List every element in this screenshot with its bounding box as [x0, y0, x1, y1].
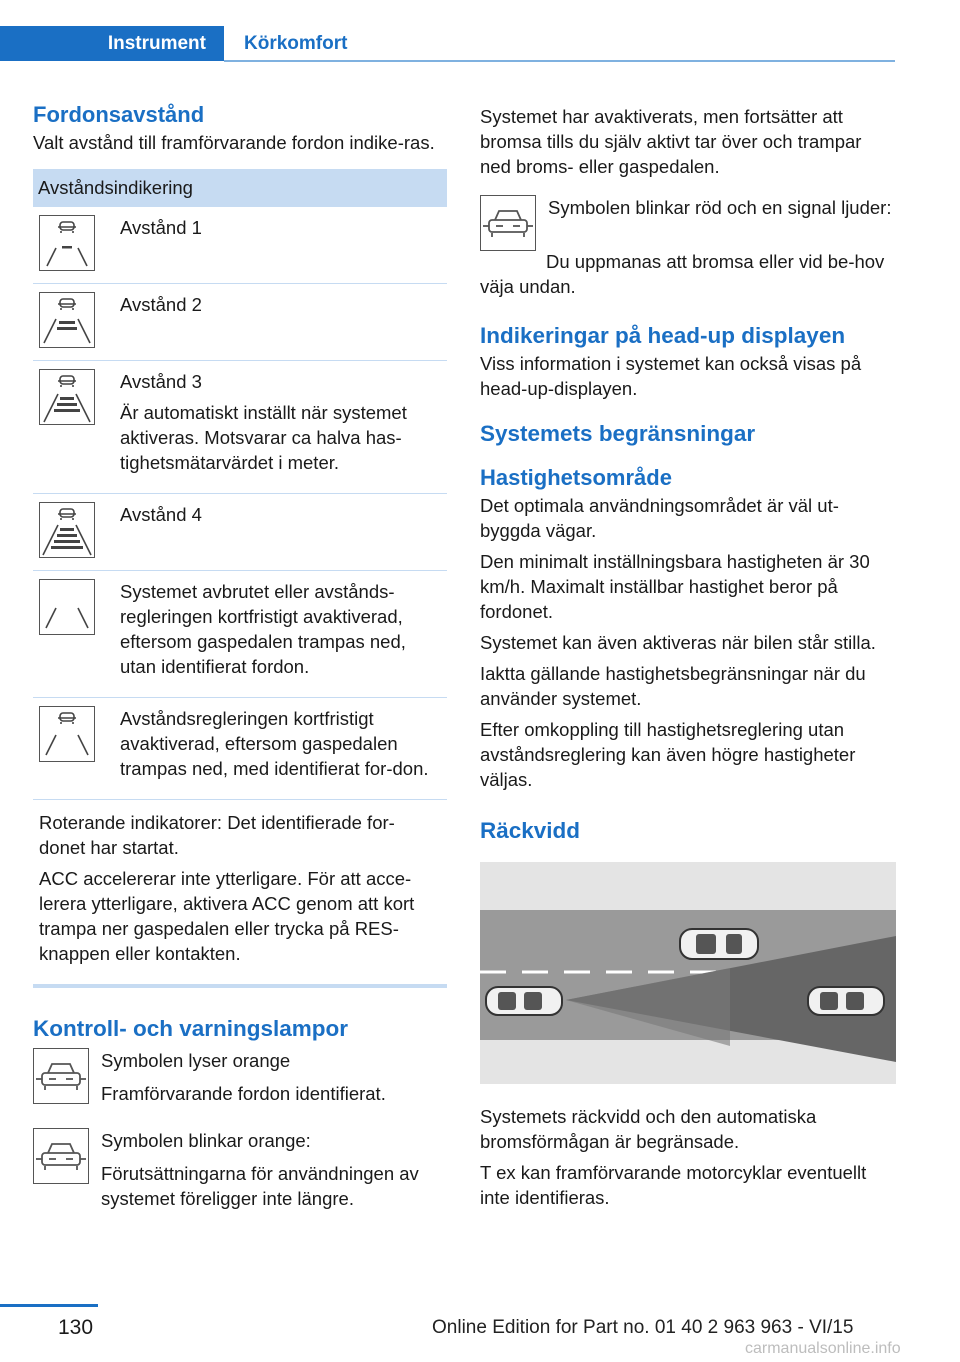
paragraph: T ex kan framförvarande motorcyklar eventuellt inte identifieras. — [480, 1162, 867, 1208]
distance-1-icon — [39, 215, 95, 271]
section-title-fordonsavstand: Fordonsavstånd — [33, 102, 205, 127]
page-number: 130 — [58, 1316, 94, 1339]
row-text: Avstånd 3 — [120, 371, 202, 392]
distance-table — [33, 169, 447, 988]
distance-4-icon — [39, 502, 95, 558]
table-row — [33, 207, 447, 284]
road-diagram — [480, 862, 896, 1084]
table-row — [33, 361, 447, 494]
lamp-text: Framförvarande fordon identifierat. — [101, 1083, 386, 1104]
car-icon — [486, 987, 562, 1015]
right-column — [480, 104, 896, 1216]
paragraph: Den minimalt inställningsbara hastigheten är 30 km/h. Maximalt inställbar hastighet beror på fordonet. — [480, 551, 870, 622]
heading-head-up: Indikeringar på head-up displayen — [480, 323, 846, 348]
note-text: Roterande indikatorer: Det identifierade for-donet har startat. — [39, 812, 395, 858]
car-warning-icon — [480, 195, 536, 251]
section-intro: Valt avstånd till framförvarande fordon indike-ras. — [33, 132, 435, 153]
paragraph: Iaktta gällande hastighetsbegränsningar när du använder systemet. — [480, 663, 866, 709]
car-icon — [680, 929, 758, 959]
watermark: carmanualsonline.info — [745, 1340, 901, 1357]
paragraph: Systemet har avaktiverats, men fortsätter att bromsa tills du själv aktivt tar över och trampar ned broms- eller gaspedalen. — [480, 106, 862, 177]
table-row — [33, 284, 447, 361]
lamp-text: Du uppmanas att bromsa eller vid be-hov väja undan. — [480, 251, 885, 297]
lamp-text: Symbolen blinkar orange: — [101, 1130, 311, 1151]
car-warning-icon — [33, 1128, 89, 1184]
heading-rackvidd: Räckvidd — [480, 818, 581, 843]
lamp-text: Förutsättningarna för användningen av systemet föreligger inte längre. — [101, 1163, 419, 1209]
row-text: Avstånd 1 — [120, 217, 202, 238]
table-row — [33, 698, 447, 800]
heading-begransningar: Systemets begränsningar — [480, 421, 756, 446]
section-title-kontroll: Kontroll- och varningslampor — [33, 1016, 349, 1041]
tab-instrument[interactable]: Instrument — [0, 26, 224, 61]
lamp-row — [33, 1048, 447, 1112]
table-row — [33, 571, 447, 698]
row-text: Avstånd 4 — [120, 504, 202, 525]
car-warning-icon — [33, 1048, 89, 1104]
distance-suspended-icon — [39, 706, 95, 762]
row-text: Avstånd 2 — [120, 294, 202, 315]
row-text: Systemet avbrutet eller avstånds-regleringen kortfristigt avaktiverad, eftersom gaspedalen trampas ned, utan identifierat fordon. — [120, 581, 406, 677]
distance-2-icon — [39, 292, 95, 348]
row-text: Avståndsregleringen kortfristigt avaktiverad, eftersom gaspedalen trampas ned, med identifierat for-don. — [120, 708, 429, 779]
note-text: ACC accelererar inte ytterligare. För att acce-lerera ytterligare, aktivera ACC genom att kort trampa ner gaspedalen eller trycka på RES-knappen eller kontakten. — [39, 868, 415, 964]
lamp-text: Symbolen lyser orange — [101, 1050, 291, 1071]
tab-underline — [224, 60, 895, 62]
table-row — [33, 494, 447, 571]
distance-off-icon — [39, 579, 95, 635]
table-note — [33, 800, 447, 988]
lamp-text: Symbolen blinkar röd och en signal ljuder: — [548, 197, 892, 218]
car-icon — [808, 987, 884, 1015]
tab-korkomfort[interactable]: Körkomfort — [244, 32, 348, 54]
distance-3-icon — [39, 369, 95, 425]
distance-table-header: Avståndsindikering — [33, 169, 447, 207]
tab-bar — [0, 26, 895, 62]
row-text: Är automatiskt inställt när systemet aktiveras. Motsvarar ca halva has-tighetsmätarvärdet i meter. — [120, 402, 407, 473]
lamp-row — [480, 195, 896, 251]
paragraph: Systemet kan även aktiveras när bilen står stilla. — [480, 632, 876, 653]
range-illustration — [480, 862, 896, 1084]
paragraph: Efter omkoppling till hastighetsreglering utan avståndsreglering kan även högre hastigheter väljas. — [480, 719, 856, 790]
paragraph: Systemets räckvidd och den automatiska bromsförmågan är begränsade. — [480, 1106, 817, 1152]
paragraph: Det optimala användningsområdet är väl ut-byggda vägar. — [480, 495, 839, 541]
left-column — [33, 100, 447, 1217]
heading-hastighetsomrade: Hastighetsområde — [480, 465, 672, 490]
lamp-row — [33, 1128, 447, 1217]
page-number-rule — [0, 1304, 98, 1307]
edition-footer: Online Edition for Part no. 01 40 2 963 963 - VI/15 — [432, 1317, 854, 1338]
paragraph: Viss information i systemet kan också visas på head-up-displayen. — [480, 353, 862, 399]
